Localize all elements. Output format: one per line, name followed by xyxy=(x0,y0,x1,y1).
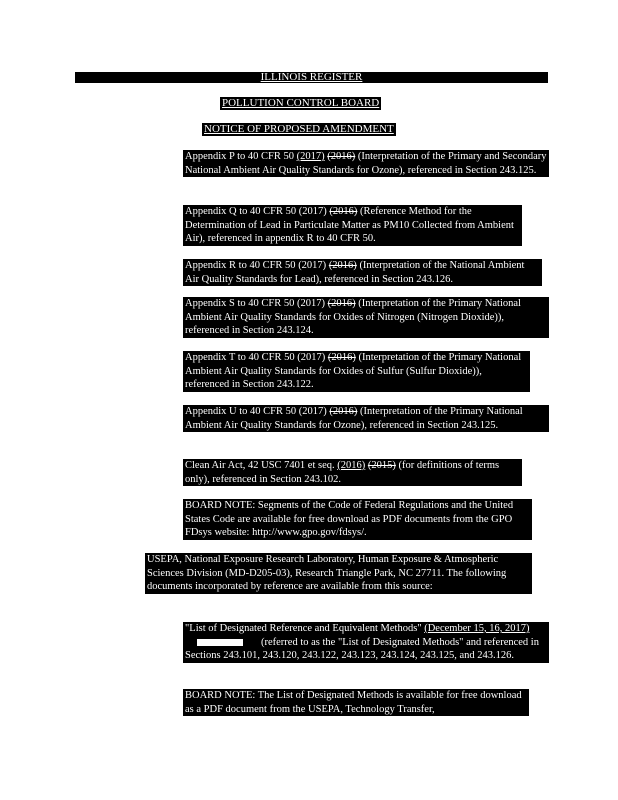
inserted-year: (2016) xyxy=(337,460,366,471)
inserted-year: (2017) xyxy=(297,298,326,309)
deleted-year: (2016) xyxy=(329,406,358,417)
entry-text: Appendix P to 40 CFR 50 xyxy=(185,151,297,162)
entry-clean-air-act xyxy=(183,459,522,486)
entry-text: (for definitions of terms only), referenced in Section 243.102. xyxy=(185,460,500,485)
deleted-year: (2016) xyxy=(327,352,356,363)
deleted-year: (2016) xyxy=(327,151,356,162)
board-note-text: BOARD NOTE: Segments of the Code of Federal Regulations and the United States Code are available for free download as PDF documents from the GPO FDsys website: http://www.gpo.gov/fdsys/. xyxy=(185,500,514,539)
entry-appendix-u xyxy=(183,405,549,432)
board-header: POLLUTION CONTROL BOARD xyxy=(222,97,380,109)
board-note-list xyxy=(183,689,529,716)
entry-text: (Interpretation of the Primary National Ambient Air Quality Standards for Oxides of Nitrogen (Nitrogen Dioxide)), referenced in Section 243.124. xyxy=(185,298,521,337)
entry-text: (Interpretation of the Primary and Secondary National Ambient Air Quality Standards for Ozone), referenced in Section 243.125. xyxy=(185,151,547,176)
entry-text: (Reference Method for the Determination of Lead in Particulate Matter as PM10 Collected from Ambient Air), referenced in appendix R to 40 CFR 50. xyxy=(185,206,514,245)
list-title: "List of Designated Reference and Equivalent Methods" xyxy=(185,623,425,634)
inserted-year: (2017) xyxy=(296,151,325,162)
redaction-mark xyxy=(197,639,243,646)
list-reference: (referred to as the "List of Designated Methods" and referenced in Sections 243.101, 243.120, 243.122, 243.123, 243.124, 243.125, and 243.126. xyxy=(185,636,539,662)
deleted-year: (2015) xyxy=(367,460,396,471)
entry-appendix-t xyxy=(183,351,530,392)
inserted-year: (2017) xyxy=(297,352,326,363)
entry-appendix-q xyxy=(183,205,522,246)
entry-text: Clean Air Act, 42 USC 7401 et seq. xyxy=(185,460,338,471)
board-note-cfr xyxy=(183,499,532,540)
notice-header: NOTICE OF PROPOSED AMENDMENT xyxy=(204,123,394,135)
inserted-year: (2017) xyxy=(298,406,327,417)
deleted-year: (2016) xyxy=(327,298,356,309)
list-date: (December 15, 16, 2017) xyxy=(424,623,530,634)
entry-appendix-r xyxy=(183,259,542,286)
inserted-year: (2017) xyxy=(298,260,327,271)
entry-text: Appendix Q to 40 CFR 50 xyxy=(185,206,299,217)
entry-text: Appendix T to 40 CFR 50 xyxy=(185,352,298,363)
entry-text: Appendix U to 40 CFR 50 xyxy=(185,406,299,417)
board-note-text: BOARD NOTE: The List of Designated Methods is available for free download as a PDF document from the USEPA, Technology Transfer, xyxy=(185,690,522,715)
entry-text: (Interpretation of the Primary National Ambient Air Quality Standards for Ozone), referenced in Section 243.125. xyxy=(185,406,523,431)
list-designated-methods xyxy=(183,622,549,663)
entry-text: Appendix S to 40 CFR 50 xyxy=(185,298,298,309)
deleted-year: (2016) xyxy=(328,260,357,271)
entry-appendix-s xyxy=(183,297,549,338)
usepa-source xyxy=(145,553,532,594)
entry-text: (Interpretation of the National Ambient Air Quality Standards for Lead), referenced in Section 243.126. xyxy=(185,260,525,285)
register-header: ILLINOIS REGISTER xyxy=(75,72,548,83)
entry-text: Appendix R to 40 CFR 50 xyxy=(185,260,299,271)
entry-appendix-p xyxy=(183,150,549,177)
inserted-year: (2017) xyxy=(298,206,327,217)
usepa-text: USEPA, National Exposure Research Laboratory, Human Exposure & Atmospheric Sciences Division (MD-D205-03), Research Triangle Park, NC 27711. The following documents incorporated by reference are available from this source: xyxy=(147,554,507,593)
entry-text: (Interpretation of the Primary National Ambient Air Quality Standards for Oxides of Sulfur (Sulfur Dioxide)), referenced in Section 243.122. xyxy=(185,352,522,391)
deleted-year: (2016) xyxy=(329,206,358,217)
